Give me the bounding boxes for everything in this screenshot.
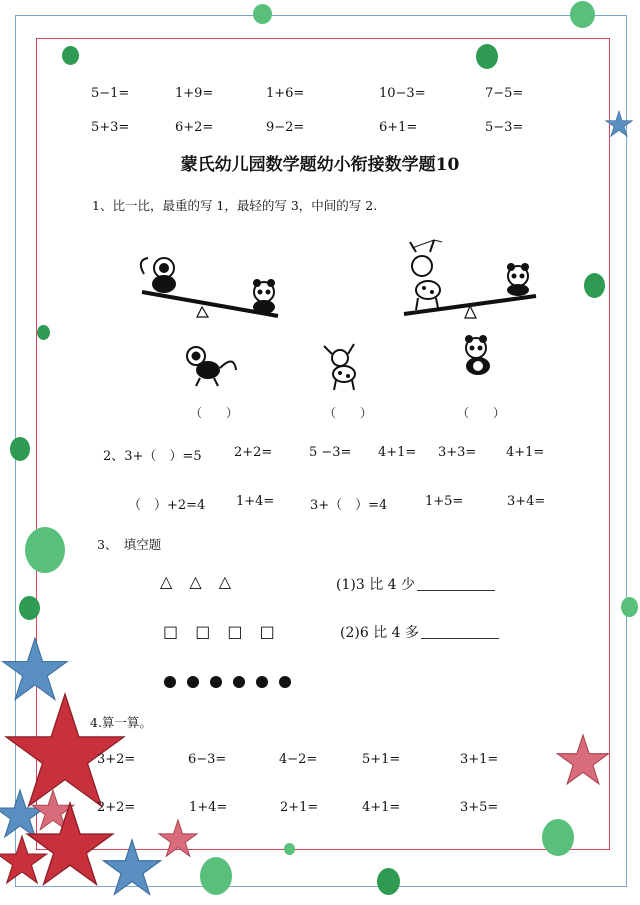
star-icon (3, 638, 68, 700)
deer-icon (320, 342, 364, 392)
q2-equation: 3+4= (507, 494, 546, 509)
filled-circle-icon (279, 676, 291, 688)
q2-equation: 1+5= (425, 494, 464, 509)
panda-icon (458, 334, 502, 378)
q4-equation: 4−2= (279, 752, 318, 767)
star-icon (557, 735, 608, 784)
star-icon (103, 840, 160, 894)
deer-icon (410, 240, 442, 310)
fill-blank[interactable] (417, 578, 495, 591)
q3-item2-text: (2)6 比 4 多 (340, 625, 419, 641)
q3-item1-text: (1)3 比 4 少 (336, 577, 415, 593)
q2-equation: 2+2= (234, 445, 273, 460)
top-equation: 10−3= (379, 86, 426, 101)
panda-icon (507, 263, 529, 296)
monkey-icon (184, 344, 240, 388)
q2-equation: 5 −3= (309, 445, 352, 460)
top-equation: 6+1= (379, 120, 418, 135)
q4-equation: 3+1= (460, 752, 499, 767)
top-equation: 6+2= (175, 120, 214, 135)
q2-equation: 4+1= (506, 445, 545, 460)
top-equation: 1+9= (175, 86, 214, 101)
q2-equation: 1+4= (236, 494, 275, 509)
top-equation: 5+3= (91, 120, 130, 135)
page-title: 蒙氏幼儿园数学题幼小衔接数学题10 (180, 155, 460, 175)
filled-circle-icon (256, 676, 268, 688)
filled-circle-icon (164, 676, 176, 688)
q4-equation: 2+1= (280, 800, 319, 815)
q1-prompt: 1、比一比，最重的写 1，最轻的写 3，中间的写 2. (92, 198, 378, 213)
top-equation: 5−1= (91, 86, 130, 101)
answer-blank[interactable]: （ ） (457, 406, 506, 420)
seesaw-deer-panda (400, 232, 550, 322)
q4-equation: 2+2= (97, 800, 136, 815)
fill-blank[interactable] (421, 626, 499, 639)
q2-equation: 3+3= (438, 445, 477, 460)
circle-row (164, 673, 302, 692)
star-icon (27, 803, 113, 884)
q2-equation: 2、3+（ ）=5 (103, 449, 202, 464)
q3-item2 (340, 622, 499, 642)
triangle-row: △ △ △ (160, 572, 238, 591)
top-equation: 1+6= (266, 86, 305, 101)
star-icon (6, 694, 124, 806)
seesaw-monkey-panda (134, 252, 284, 332)
top-equation: 5−3= (485, 120, 524, 135)
q4-equation: 3+5= (460, 800, 499, 815)
filled-circle-icon (233, 676, 245, 688)
square-row: □ □ □ □ (163, 622, 281, 641)
panda-icon (253, 279, 275, 314)
q4-heading: 4.算一算。 (90, 715, 152, 730)
q4-equation: 1+4= (189, 800, 228, 815)
q2-equation: （ ）+2=4 (128, 498, 206, 513)
q2-equation: 4+1= (378, 445, 417, 460)
filled-circle-icon (187, 676, 199, 688)
star-icon (159, 820, 197, 856)
answer-blank[interactable]: （ ） (190, 406, 239, 420)
top-equation: 7−5= (485, 86, 524, 101)
q4-equation: 5+1= (362, 752, 401, 767)
monkey-icon (141, 258, 176, 293)
filled-circle-icon (210, 676, 222, 688)
q4-equation: 6−3= (188, 752, 227, 767)
q4-equation: 4+1= (362, 800, 401, 815)
q3-item1 (336, 574, 495, 594)
q2-equation: 3+（ ）=4 (310, 498, 388, 513)
q4-equation: 3+2= (97, 752, 136, 767)
answer-blank[interactable]: （ ） (324, 406, 373, 420)
top-equation: 9−2= (266, 120, 305, 135)
q3-heading: 3、 填空题 (97, 537, 162, 552)
star-icon (606, 111, 633, 136)
